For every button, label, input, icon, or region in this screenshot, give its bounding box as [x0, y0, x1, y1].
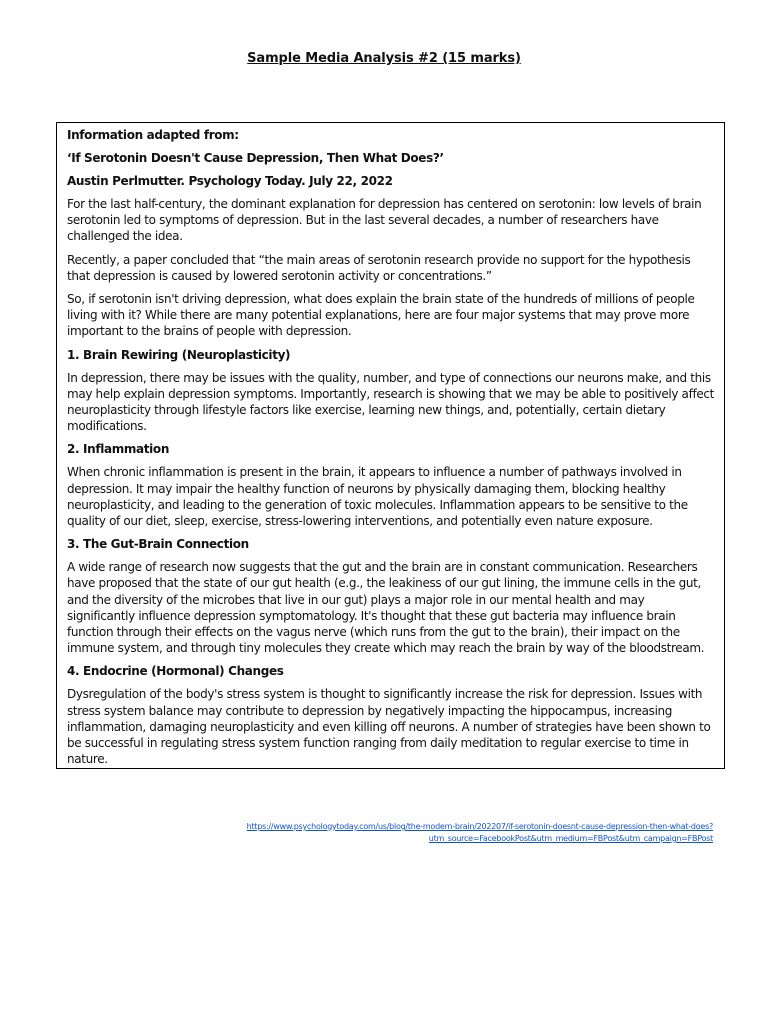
section-heading-neuroplasticity: 1. Brain Rewiring (Neuroplasticity) — [67, 347, 291, 362]
paragraph: So, if serotonin isn't driving depression, what does explain the brain state of the hundreds of millions of people living with it? While there are many potential explanations, here are four major systems that may prove more important to the brains of people with depression. — [67, 292, 695, 339]
paragraph: For the last half-century, the dominant explanation for depression has centered on serotonin: low levels of brain serotonin led to symptoms of depression. But in the last several decades, a number of researchers have challenged the idea. — [67, 197, 702, 244]
source-link-line-2[interactable]: utm_source=FacebookPost&utm_medium=FBPost&utm_campaign=FBPost — [428, 834, 713, 843]
section-body-gut-brain: A wide range of research now suggests that the gut and the brain are in constant communication. Researchers have proposed that the state of our gut health (e.g., the leakiness of our gut lining, the immune cells in the gut, and the diversity of the microbes that live in our gut) plays a major role in our mental health and may significantly influence depression symptomatology. It's thought that these gut bacteria may influence brain function through their effects on the vagus nerve (which runs from the gut to the brain), their impact on the immune system, and through tiny molecules they create which may reach the brain by way of the bloodstream. — [67, 560, 705, 656]
intro-label: Information adapted from: — [67, 128, 239, 142]
section-body-neuroplasticity: In depression, there may be issues with the quality, number, and type of connections our neurons make, and this may help explain depression symptoms. Importantly, research is showing that we may be able to positively affect neuroplasticity through lifestyle factors like exercise, learning new things, and, potentially, certain dietary modifications. — [67, 370, 714, 434]
section-heading-inflammation: 2. Inflammation — [67, 442, 170, 457]
section-body-endocrine: Dysregulation of the body's stress system is thought to significantly increase the risk for depression. Issues with stress system balance may contribute to depression by negatively impacting the hippocampus, increasing inflammation, damaging neuroplasticity and even killing off neurons. A number of strategies have been shown to be successful in regulating stress system function ranging from daily meditation to regular exercise to time in nature. — [67, 687, 711, 767]
section-body-inflammation: When chronic inflammation is present in the brain, it appears to influence a number of pathways involved in depression. It may impair the healthy function of neurons by physically damaging them, blocking healthy neuroplasticity, and leading to the generation of toxic molecules. Inflammation appears to be sensitive to the quality of our diet, sleep, exercise, stress-lowering interventions, and potentially even nature exposure. — [67, 465, 688, 529]
article-byline: Austin Perlmutter. Psychology Today. July 22, 2022 — [67, 174, 393, 188]
article-box — [56, 122, 725, 769]
section-heading-endocrine: 4. Endocrine (Hormonal) Changes — [67, 664, 284, 679]
section-heading-gut-brain: 3. The Gut-Brain Connection — [67, 537, 249, 552]
source-link[interactable] — [120, 821, 713, 845]
page-title: Sample Media Analysis #2 (15 marks) — [247, 51, 521, 66]
paragraph: Recently, a paper concluded that “the main areas of serotonin research provide no support for the hypothesis that depression is caused by lowered serotonin activity or concentrations.” — [67, 252, 691, 283]
article-headline: ‘If Serotonin Doesn't Cause Depression, Then What Does?’ — [67, 151, 444, 165]
source-link-line-1[interactable]: https://www.psychologytoday.com/us/blog/the-modern-brain/202207/if-serotonin-doesnt-cause-depression-then-what-does? — [246, 822, 713, 831]
